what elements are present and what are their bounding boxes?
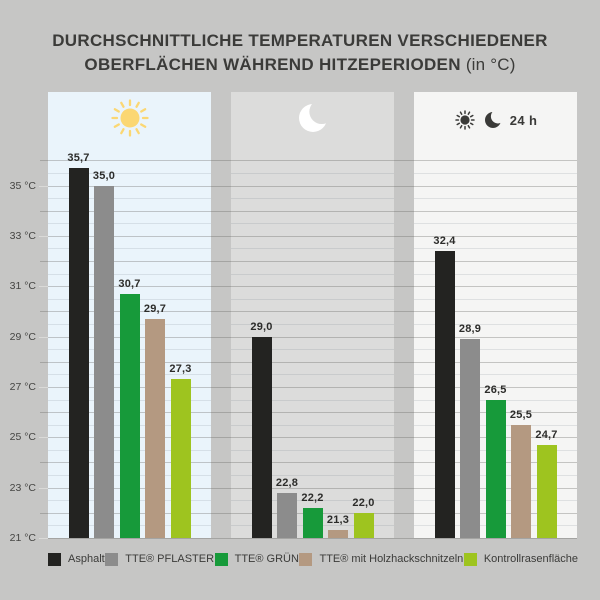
panel-header-day: [48, 92, 211, 148]
24h-label: 24 h: [509, 112, 538, 128]
y-axis-tick-label: 27 °C: [9, 380, 36, 393]
bar-value-label: 28,9: [458, 323, 482, 336]
bar-day-1: [69, 168, 89, 538]
gridline-21: [40, 538, 577, 539]
y-axis-tick-label: 35 °C: [9, 179, 36, 192]
y-axis-tick-label: 23 °C: [9, 481, 36, 494]
gridline-minor: [231, 248, 394, 249]
bar-24h-2: [460, 339, 480, 538]
panel-header-night: [231, 92, 394, 148]
moon-icon: [293, 98, 333, 143]
chart-title: [0, 29, 600, 77]
gridline-minor: [231, 299, 394, 300]
bar-value-label: 22,8: [275, 476, 299, 489]
bar-24h-1: [435, 251, 455, 538]
y-axis-tick-mark: [39, 387, 48, 388]
bar-24h-5: [537, 445, 557, 538]
gridline-minor: [414, 248, 577, 249]
gridline-minor: [231, 274, 394, 275]
bar-value-label: 24,7: [535, 428, 558, 441]
legend-swatch: [299, 553, 312, 566]
bar-value-label: 35,7: [67, 151, 90, 164]
bar-value-label: 32,4: [433, 234, 456, 247]
legend-label: Asphalt: [68, 553, 105, 565]
legend-item: [464, 553, 578, 566]
bar-value-label: 22,2: [301, 491, 324, 504]
sun-icon: [107, 95, 153, 146]
bar-24h-4: [511, 425, 531, 538]
legend-swatch: [48, 553, 61, 566]
bar-value-label: 25,5: [509, 408, 533, 421]
small-sun-icon: [454, 109, 476, 131]
panel-header-24h: [414, 92, 577, 148]
y-axis-tick-mark: [39, 337, 48, 338]
bar-night-1: [252, 337, 272, 538]
legend-item: [48, 553, 105, 566]
bar-day-3: [120, 294, 140, 538]
y-axis-tick-label: 31 °C: [9, 280, 36, 293]
legend: [48, 551, 578, 567]
bar-value-label: 30,7: [118, 277, 141, 290]
y-axis-tick-mark: [39, 538, 48, 539]
small-moon-icon: [482, 109, 504, 131]
bar-value-label: 35,0: [92, 169, 116, 182]
legend-swatch: [215, 553, 228, 566]
legend-swatch: [105, 553, 118, 566]
bar-night-4: [328, 530, 348, 538]
y-axis-tick-mark: [39, 437, 48, 438]
chart-title-line2: OBERFLÄCHEN WÄHREND HITZEPERIODEN (in °C): [84, 55, 516, 74]
y-axis-tick-label: 29 °C: [9, 330, 36, 343]
bar-value-label: 21,3: [326, 514, 350, 527]
gridline-minor: [231, 173, 394, 174]
legend-label: TTE® mit Holzhackschnitzeln: [319, 553, 464, 565]
gridline-minor: [414, 173, 577, 174]
legend-label: TTE® GRÜN: [234, 553, 299, 565]
legend-label: Kontrollrasenfläche: [483, 553, 578, 565]
y-axis-tick-label: 33 °C: [9, 229, 36, 242]
bar-day-2: [94, 186, 114, 539]
gridline-36: [40, 160, 577, 161]
bar-value-label: 29,0: [250, 320, 273, 333]
legend-item: [299, 553, 463, 566]
bar-value-label: 29,7: [143, 302, 167, 315]
y-axis-tick-mark: [39, 236, 48, 237]
chart-title-unit: (in °C): [465, 55, 516, 74]
gridline-33: [40, 236, 577, 237]
y-axis-tick-label: 25 °C: [9, 431, 36, 444]
gridline-minor: [414, 198, 577, 199]
legend-label: TTE® PFLASTER: [125, 553, 215, 565]
bar-value-label: 26,5: [484, 383, 507, 396]
bar-value-label: 27,3: [169, 363, 192, 376]
chart-title-line1: DURCHSCHNITTLICHE TEMPERATUREN VERSCHIEDENER: [52, 31, 548, 50]
legend-item: [105, 553, 214, 566]
gridline-35: [40, 186, 577, 187]
gridline-34: [40, 211, 577, 212]
y-axis-tick-mark: [39, 488, 48, 489]
y-axis-tick-mark: [39, 286, 48, 287]
legend-item: [215, 553, 299, 566]
legend-swatch: [464, 553, 477, 566]
gridline-minor: [231, 198, 394, 199]
gridline-32: [40, 261, 577, 262]
y-axis-tick-mark: [39, 186, 48, 187]
bar-value-label: 22,0: [352, 496, 375, 509]
gridline-minor: [414, 223, 577, 224]
y-axis-tick-label: 21 °C: [9, 532, 36, 544]
bar-day-4: [145, 319, 165, 538]
gridline-minor: [231, 223, 394, 224]
bar-day-5: [171, 379, 191, 538]
